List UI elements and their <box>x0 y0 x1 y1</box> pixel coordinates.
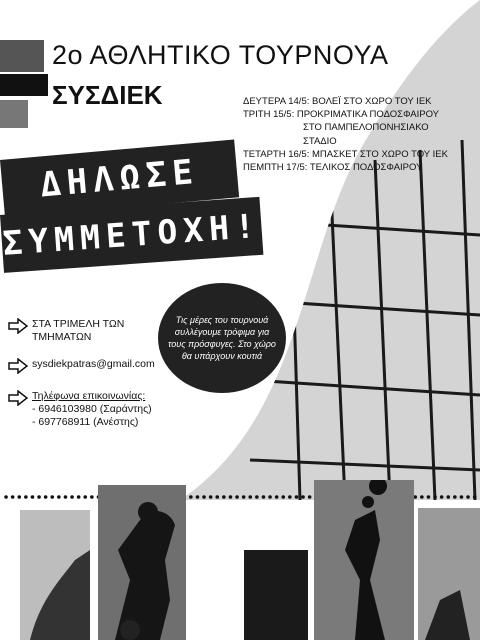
schedule-item: ΣΤΟ ΠΑΜΠΕΛΟΠΟΝΗΣΙΑΚΟ <box>303 122 429 134</box>
contact-where-line2: ΤΜΗΜΑΤΩΝ <box>32 331 92 343</box>
phones-heading: Τηλέφωνα επικοινωνίας: <box>32 390 146 402</box>
schedule-item: ΠΕΜΠΤΗ 17/5: ΤΕΛΙΚΟΣ ΠΟΔΟΣΦΑΙΡΟΥ <box>243 162 423 174</box>
schedule-list <box>243 95 473 174</box>
schedule-item: ΤΕΤΑΡΤΗ 16/5: ΜΠΑΣΚΕΤ ΣΤΟ ΧΩΡΟ ΤΟΥ ΙΕΚ <box>243 148 448 160</box>
phone-number: - 697768911 (Ανέστης) <box>32 416 139 428</box>
phone-number: - 6946103980 (Σαράντης) <box>32 403 152 415</box>
arrow-right-icon <box>8 358 28 374</box>
banner-line-1: ΔΗΛΩΣΕ <box>0 140 239 218</box>
banner-line-2: ΣΥΜΜΕΤΟΧΗ! <box>0 197 263 273</box>
schedule-item: ΤΡΙΤΗ 15/5: ΠΡΟΚΡΙΜΑΤΙΚΑ ΠΟΔΟΣΦΑΙΡΟΥ <box>243 109 440 121</box>
contact-email: sysdiekpatras@gmail.com <box>32 358 155 370</box>
notice-text: Τις μέρες του τουρνουά συλλέγουμε τρόφιμα για τους πρόσφυγες. Στο χώρο θα υπάρχουν κουτιά <box>168 315 276 361</box>
arrow-right-icon <box>8 318 28 334</box>
arrow-right-icon <box>8 390 28 406</box>
sports-photo-strip <box>0 480 480 640</box>
page-title: 2ο ΑΘΛΗΤΙΚΟ ΤΟΥΡΝΟΥΑ <box>52 40 389 70</box>
schedule-item: ΣΤΑΔΙΟ <box>303 135 337 147</box>
page-subtitle: ΣΥΣΔΙΕΚ <box>52 80 163 110</box>
schedule-item: ΔΕΥΤΕΡΑ 14/5: ΒΟΛΕΪ ΣΤΟ ΧΩΡΟ ΤΟΥ ΙΕΚ <box>243 96 432 107</box>
notice-circle <box>158 283 286 393</box>
contact-where-line1: ΣΤΑ ΤΡΙΜΕΛΗ ΤΩΝ <box>32 318 125 330</box>
